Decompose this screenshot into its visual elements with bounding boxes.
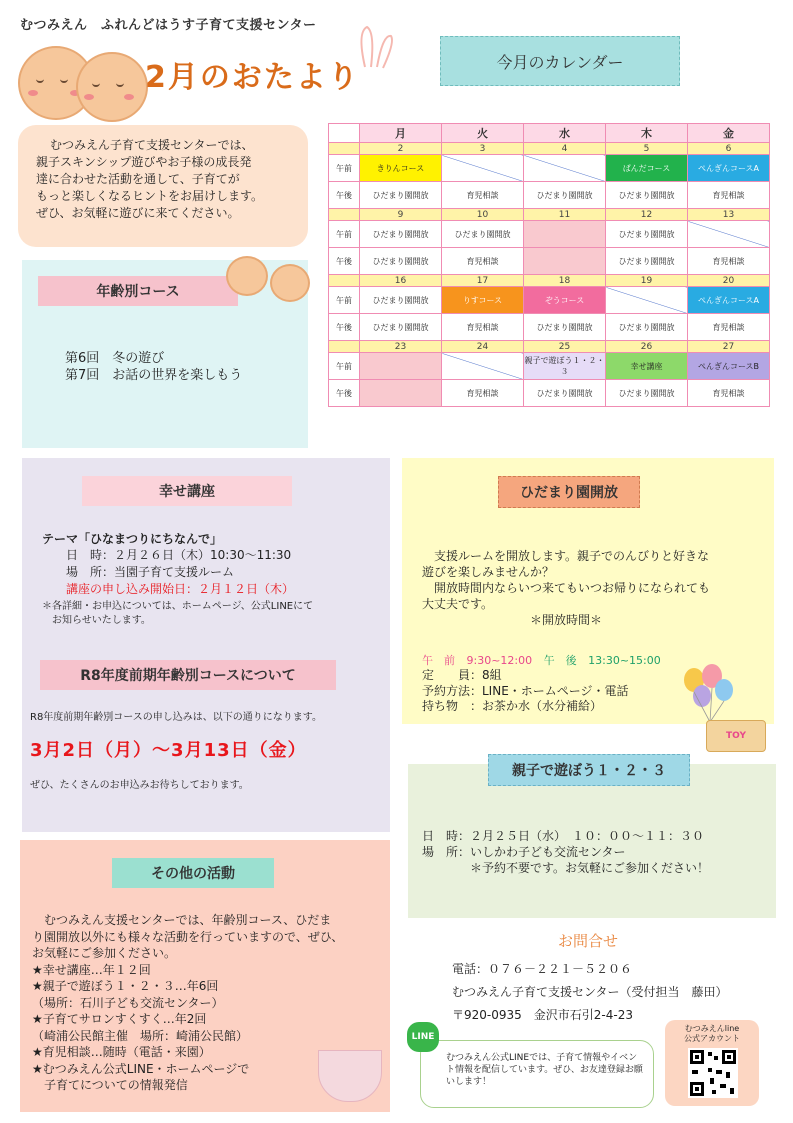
pm-hours-label: 午 後 [543,654,577,667]
bunny-ears-decoration [355,22,395,72]
event-cell: 親子で遊ぼう１・２・３ [524,353,606,380]
happiness-seminar-title: 幸せ講座 [82,476,292,506]
event-cell: ひだまり園開放 [360,287,442,314]
hidamari-description [422,548,767,628]
event-cell: ぱんだコース [606,155,688,182]
am-label: 午前 [329,155,360,182]
r8-course-body: R8年度前期年齢別コースの申し込みは、以下の通りになります。 [30,712,323,723]
toy-cart-illustration [706,720,766,752]
character-illustration [18,42,148,122]
intro-box [18,125,308,247]
contact-org: むつみえん子育て支援センター（受付担当 藤田） [452,985,728,999]
r8-course-title: R8年度前期年齢別コースについて [40,660,336,690]
date-cell: 19 [606,275,688,287]
oyako-line: 場 所：いしかわ子ども交流センター [422,845,626,859]
age-course-title: 年齢別コース [38,276,238,306]
activity-line: むつみえん支援センターでは、年齢別コース、ひだま [32,913,332,927]
toy-label: TOY [726,731,746,741]
event-cell: ひだまり園開放 [360,248,442,275]
activity-line: り園開放以外にも様々な活動を行っていますので、ぜひ、 [32,929,344,944]
course-item: 第7回 お話の世界を楽しもう [65,368,243,383]
date-cell: 20 [688,275,770,287]
weekday-header: 水 [524,124,606,143]
activity-line: （崎浦公民館主催 場所：崎浦公民館） [32,1028,249,1043]
event-cell: 育児相談 [688,314,770,341]
event-cell: 育児相談 [442,182,524,209]
oyako-line: ＊予約不要です。お気軽にご参加ください！ [422,861,710,875]
date-cell: 2 [360,143,442,155]
activity-line: ★育児相談…随時（電話・来園） [32,1045,211,1059]
date-cell: 17 [442,275,524,287]
date-cell: 26 [606,341,688,353]
oyako-details [422,828,709,876]
event-cell: 育児相談 [442,314,524,341]
page-title: 2月のおたより [145,60,360,95]
activity-line: ★むつみえん公式LINE・ホームページで [32,1061,250,1076]
hidamari-line: 遊びを楽しみませんか？ [422,565,555,579]
r8-course-dates: 3月2日（月）～3月13日（金） [30,740,307,761]
r8-course-closing: ぜひ、たくさんのお申込みお待ちしております。 [30,780,249,791]
event-cell: ひだまり園開放 [606,248,688,275]
contact-address: 〒920-0935 金沢市石引2-4-23 [452,1008,633,1022]
date-cell: 6 [688,143,770,155]
info-line: 予約方法：LINE・ホームページ・電話 [422,683,629,698]
event-cell: ひだまり園開放 [606,314,688,341]
event-cell: ひだまり園開放 [360,221,442,248]
date-cell: 16 [360,275,442,287]
contact-details [452,958,728,1027]
event-cell [442,155,524,182]
event-cell: ひだまり園開放 [524,380,606,407]
line-app-icon: LINE [407,1022,439,1052]
weekday-header: 木 [606,124,688,143]
event-cell [688,221,770,248]
am-label: 午前 [329,353,360,380]
event-cell: ひだまり園開放 [606,380,688,407]
event-cell: ぺんぎんコースA [688,155,770,182]
event-cell [360,353,442,380]
seminar-details [66,547,294,598]
event-cell: ひだまり園開放 [360,314,442,341]
oyako-line: 日 時：２月２５日（水） １０：００～１１：３０ [422,829,705,843]
date-cell: 11 [524,209,606,221]
qr-code-icon[interactable] [688,1048,738,1098]
balloons-illustration [680,664,736,724]
org-name: むつみえん ふれんどはうす子育て支援センター [20,18,317,33]
calendar-title: 今月のカレンダー [440,36,680,86]
intro-line: むつみえん子育て支援センターでは、 [50,138,254,152]
pm-label: 午後 [329,182,360,209]
seminar-theme: テーマ「ひなまつりにちなんで」 [42,532,223,546]
am-label: 午前 [329,287,360,314]
age-course-list [65,350,242,384]
am-label: 午前 [329,221,360,248]
seminar-apply-date: 講座の申し込み開始日：２月１２日（木） [66,582,295,596]
event-cell: きりんコース [360,155,442,182]
weekday-header: 金 [688,124,770,143]
event-cell [524,221,606,248]
event-cell: ひだまり園開放 [524,182,606,209]
event-cell: ひだまり園開放 [606,221,688,248]
note-line: お知らせいたします。 [42,615,151,626]
date-cell: 3 [442,143,524,155]
event-cell: ぞうコース [524,287,606,314]
note-line: ＊各詳細・お申込については、ホームページ、公式LINEにて [42,601,314,612]
date-cell: 27 [688,341,770,353]
event-cell: ひだまり園開放 [360,182,442,209]
contact-title: お問合せ [558,932,619,950]
activity-line: （場所：石川子ども交流センター） [32,995,224,1010]
event-cell [360,380,442,407]
hidamari-title: ひだまり園開放 [498,476,640,508]
contact-phone: 電話：０７６－２２１－５２０６ [452,962,633,976]
event-cell: ぺんぎんコースB [688,353,770,380]
weekday-header: 火 [442,124,524,143]
kids-illustration [226,254,316,300]
intro-line: 達に合わせた活動を通して、子育てが [36,172,240,186]
event-cell [524,155,606,182]
date-cell: 13 [688,209,770,221]
date-cell: 23 [360,341,442,353]
seminar-line: 場 所：当園子育て支援ルーム [66,565,235,579]
hidamari-line: ＊開放時間＊ [422,613,603,627]
am-hours-label: 午 前 [422,654,455,667]
event-cell: 育児相談 [688,182,770,209]
hidamari-line: 開放時間内ならいつ来てもいつお帰りになられても [422,581,711,595]
event-cell: ひだまり園開放 [606,182,688,209]
pm-hours: 13:30~15:00 [588,654,661,667]
activity-line: 子育てについての情報発信 [32,1078,188,1092]
pm-label: 午後 [329,314,360,341]
intro-line: もっと楽しくなるヒントをお届けします。 [36,189,264,203]
intro-line: ぜひ、お気軽に遊びに来てください。 [36,206,240,220]
info-line: 持ち物 ：お茶か水（水分補給） [422,699,603,713]
date-cell: 10 [442,209,524,221]
date-cell: 5 [606,143,688,155]
event-cell: ぺんぎんコースA [688,287,770,314]
hidamari-info [422,668,629,715]
opening-hours [422,652,661,668]
date-cell: 4 [524,143,606,155]
pm-label: 午後 [329,380,360,407]
hidamari-line: 大丈夫です。 [422,597,494,611]
event-cell: ひだまり園開放 [524,314,606,341]
intro-line: 親子スキンシップ遊びやお子様の成長発 [36,155,252,169]
date-cell: 9 [360,209,442,221]
am-hours: 9:30~12:00 [466,654,533,667]
weekday-header: 月 [360,124,442,143]
seminar-line: 日 時：２月２６日（木）10:30～11:30 [66,548,292,562]
event-cell: 育児相談 [688,380,770,407]
date-cell: 12 [606,209,688,221]
info-line: 定 員：8組 [422,668,502,682]
seminar-note [42,600,382,628]
qr-label: むつみえんline 公式アカウント [684,1024,740,1043]
hidamari-line: 支援ルームを開放します。親子でのんびりと好きな [422,549,710,563]
calendar-table [328,123,770,407]
event-cell: 幸せ講座 [606,353,688,380]
event-cell [442,353,524,380]
event-cell: 育児相談 [442,248,524,275]
line-info-text: むつみえん公式LINEでは、子育て情報やイベント情報を配信しています。ぜひ、お友達登録お願いします！ [446,1053,643,1087]
calendar-corner [329,124,360,143]
date-cell: 25 [524,341,606,353]
activity-line: ★幸せ講座…年１２回 [32,962,151,977]
event-cell: 育児相談 [442,380,524,407]
date-cell: 24 [442,341,524,353]
event-cell: 育児相談 [688,248,770,275]
event-cell [606,287,688,314]
event-cell [524,248,606,275]
activity-line: ★子育てサロンすくすく…年2回 [32,1012,207,1026]
oyako-title: 親子で遊ぼう１・２・３ [488,754,690,786]
event-cell: りすコース [442,287,524,314]
other-activities-title: その他の活動 [112,858,274,888]
event-cell: ひだまり園開放 [442,221,524,248]
activity-line: お気軽にご参加ください。 [32,946,177,960]
course-item: 第6回 冬の遊び [65,351,165,366]
activity-line: ★親子で遊ぼう１・２・３…年6回 [32,979,219,993]
date-cell: 18 [524,275,606,287]
pm-label: 午後 [329,248,360,275]
